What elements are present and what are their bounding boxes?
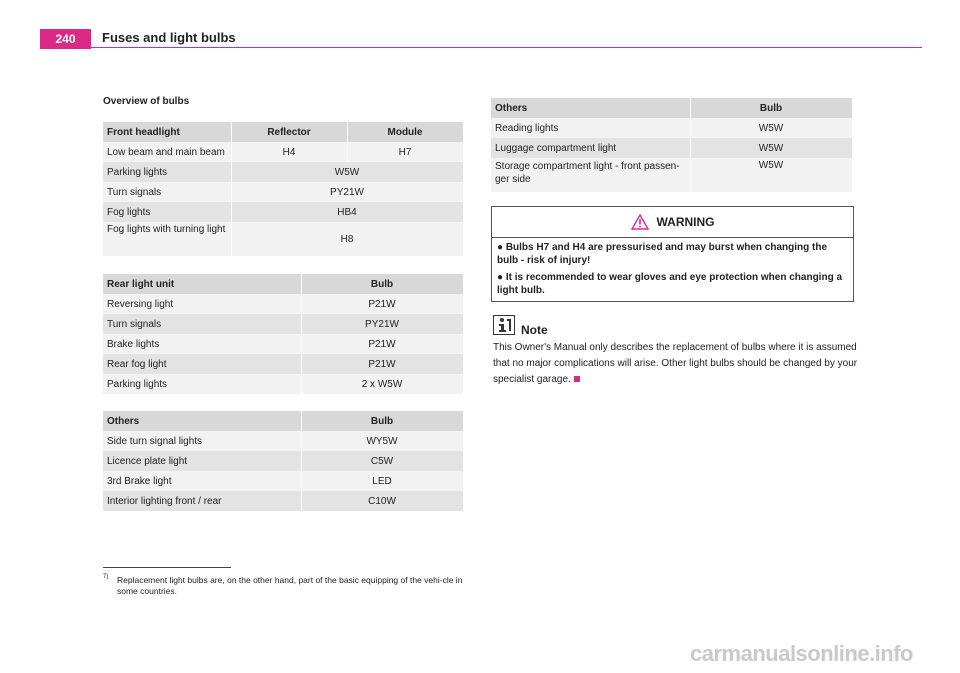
- bullet-icon: ●: [497, 272, 506, 283]
- table-header: Front headlight: [103, 122, 231, 142]
- table-cell-label: Side turn signal lights: [103, 431, 301, 451]
- table-cell-value: H8: [231, 222, 463, 256]
- table-cell-label: Parking lights: [103, 374, 301, 394]
- table-cell-label: Fog lights: [103, 202, 231, 222]
- table-cell-value: LED: [301, 471, 463, 491]
- bullet-icon: ●: [497, 242, 506, 253]
- table-cell-label: Turn signals: [103, 314, 301, 334]
- page-title: Fuses and light bulbs: [102, 30, 236, 45]
- table-cell-value: C5W: [301, 451, 463, 471]
- table-cell-label: Interior lighting front / rear: [103, 491, 301, 511]
- info-icon: [493, 315, 515, 335]
- note-header: [493, 315, 548, 335]
- table-cell-label: Storage compartment light - front passen-ger side: [491, 158, 690, 192]
- table-row: [103, 222, 463, 256]
- table-row: [103, 431, 463, 451]
- table-cell-value: W5W: [690, 118, 852, 138]
- table-cell-label: Turn signals: [103, 182, 231, 202]
- warning-item: ● Bulbs H7 and H4 are pressurised and may burst when changing the bulb - risk of injury!: [497, 242, 828, 266]
- footnote: [103, 575, 467, 597]
- table-header: Bulb: [301, 274, 463, 294]
- table-cell-value: H4: [231, 142, 347, 162]
- table-cell-label: Rear fog light: [103, 354, 301, 374]
- table-row: [491, 138, 852, 158]
- table-cell-label: Fog lights with turning light: [103, 222, 231, 256]
- table-cell-value: W5W: [690, 158, 852, 192]
- table-header: Others: [491, 98, 690, 118]
- table-row: [103, 374, 463, 394]
- note-title: Note: [521, 323, 548, 337]
- table-row: [103, 142, 463, 162]
- table-row: [491, 158, 852, 192]
- table-row: [103, 162, 463, 182]
- table-row: [103, 491, 463, 511]
- table-row: [103, 354, 463, 374]
- overview-heading: Overview of bulbs: [103, 96, 190, 107]
- table-header: Others: [103, 411, 301, 431]
- table-cell-label: Low beam and main beam: [103, 142, 231, 162]
- table-header: Rear light unit: [103, 274, 301, 294]
- warning-title: WARNING: [656, 215, 715, 229]
- warning-box: [491, 206, 854, 302]
- table-cell-label: Reversing light: [103, 294, 301, 314]
- table-cell-value: W5W: [690, 138, 852, 158]
- table-row: [103, 314, 463, 334]
- header-rule: [91, 47, 922, 48]
- note-text: This Owner's Manual only describes the replacement of bulbs where it is assumed that no major complications will arise. Other light bulbs should be changed by your specialist garage.: [493, 342, 858, 385]
- table-header: Bulb: [690, 98, 852, 118]
- table-row: [103, 471, 463, 491]
- others-table-right: [491, 98, 853, 192]
- table-header: Bulb: [301, 411, 463, 431]
- table-cell-label: Luggage compartment light: [491, 138, 690, 158]
- table-cell-value: P21W: [301, 354, 463, 374]
- table-row: [491, 118, 852, 138]
- rear-light-table: [103, 274, 464, 394]
- others-table: [103, 411, 464, 511]
- warning-triangle-icon: [631, 214, 649, 230]
- front-headlight-table: [103, 122, 464, 256]
- footnote-text: Replacement light bulbs are, on the other hand, part of the basic equipping of the vehi-cle in some countries.: [117, 575, 463, 596]
- table-cell-value: C10W: [301, 491, 463, 511]
- table-header: Reflector: [231, 122, 347, 142]
- table-row: [103, 294, 463, 314]
- page-number: 240: [40, 29, 91, 49]
- table-cell-value: PY21W: [301, 314, 463, 334]
- table-row: [103, 334, 463, 354]
- table-cell-label: Reading lights: [491, 118, 690, 138]
- table-header: Module: [347, 122, 463, 142]
- table-row: [103, 451, 463, 471]
- table-cell-value: W5W: [231, 162, 463, 182]
- table-cell-value: PY21W: [231, 182, 463, 202]
- table-cell-value: P21W: [301, 334, 463, 354]
- warning-item: ● It is recommended to wear gloves and eye protection when changing a light bulb.: [497, 272, 843, 296]
- section-end-icon: [574, 376, 580, 382]
- warning-header: [492, 207, 853, 238]
- table-cell-label: Brake lights: [103, 334, 301, 354]
- table-cell-value: WY5W: [301, 431, 463, 451]
- table-cell-value: H7: [347, 142, 463, 162]
- footnote-marker: 7): [103, 574, 109, 580]
- table-cell-value: 2 x W5W: [301, 374, 463, 394]
- watermark: carmanualsonline.info: [690, 641, 913, 666]
- table-row: [103, 182, 463, 202]
- table-cell-value: HB4: [231, 202, 463, 222]
- table-row: [103, 202, 463, 222]
- table-cell-value: P21W: [301, 294, 463, 314]
- table-cell-label: 3rd Brake light: [103, 471, 301, 491]
- footnote-rule: [103, 567, 231, 568]
- table-cell-label: Licence plate light: [103, 451, 301, 471]
- table-cell-label: Parking lights: [103, 162, 231, 182]
